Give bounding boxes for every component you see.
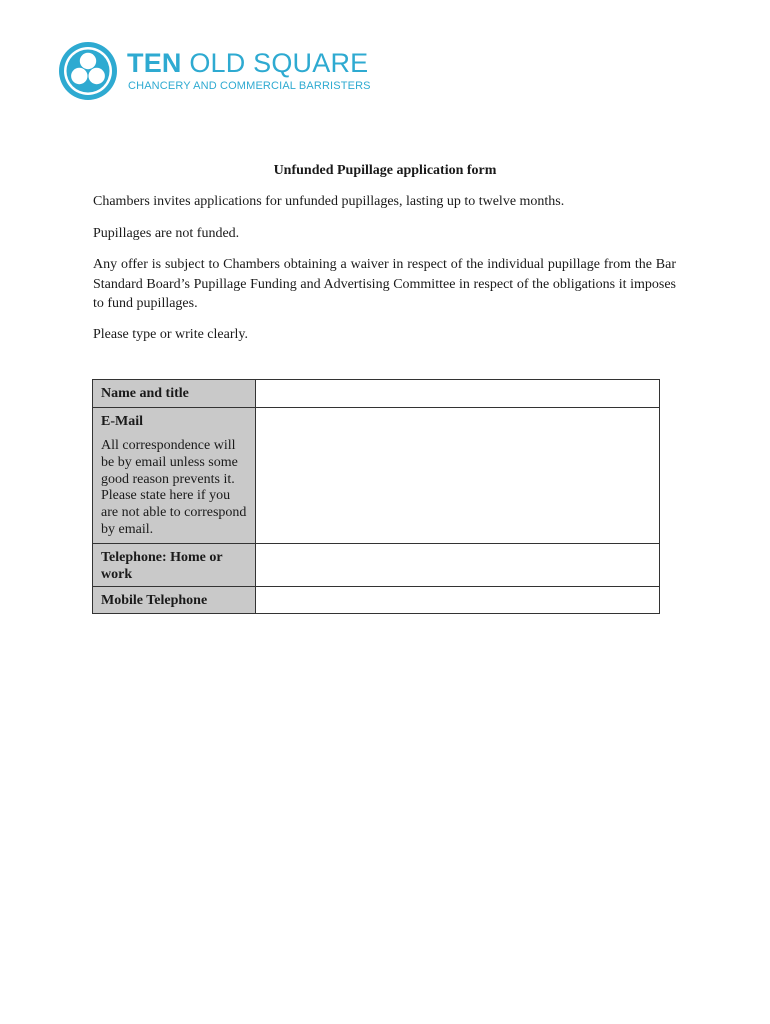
trefoil-logo-icon — [58, 41, 118, 101]
mobile-field[interactable] — [255, 587, 659, 614]
name-title-field[interactable] — [255, 380, 659, 408]
form-row-telephone — [93, 544, 660, 587]
logo-wordmark — [127, 48, 368, 78]
logo-subtitle: CHANCERY AND COMMERCIAL BARRISTERS — [128, 80, 371, 92]
intro-paragraph: Chambers invites applications for unfunded pupillages, lasting up to twelve months. — [93, 194, 565, 209]
form-label-cell — [93, 380, 256, 408]
form-row-name — [93, 380, 660, 408]
telephone-field[interactable] — [255, 544, 659, 587]
email-note: All correspondence will be by email unless some good reason prevents it. Please state here if you are not able to correspond by email. — [101, 438, 247, 537]
form-label-cell — [93, 544, 256, 587]
logo-word-bold: TEN — [127, 48, 182, 78]
funding-paragraph: Pupillages are not funded. — [93, 226, 240, 241]
chambers-logo — [58, 41, 388, 101]
document-title: Unfunded Pupillage application form — [273, 163, 497, 178]
name-title-label: Name and title — [101, 386, 189, 401]
waiver-paragraph: Any offer is subject to Chambers obtaining a waiver in respect of the individual pupillage from the Bar Standard Board’s Pupillage Funding and Advertising Committee in respect of the obligations it imposes to fund pupillages. — [93, 257, 676, 311]
form-row-email — [93, 408, 660, 544]
instruction-paragraph: Please type or write clearly. — [93, 327, 248, 342]
form-label-cell — [93, 408, 256, 544]
application-form-table — [92, 379, 660, 614]
form-label-cell — [93, 587, 256, 614]
email-label: E-Mail — [101, 414, 143, 429]
form-row-mobile — [93, 587, 660, 614]
logo-word-rest: OLD SQUARE — [189, 48, 369, 78]
email-field[interactable] — [255, 408, 659, 544]
mobile-label: Mobile Telephone — [101, 593, 208, 608]
telephone-label: Telephone: Home or work — [101, 550, 223, 582]
